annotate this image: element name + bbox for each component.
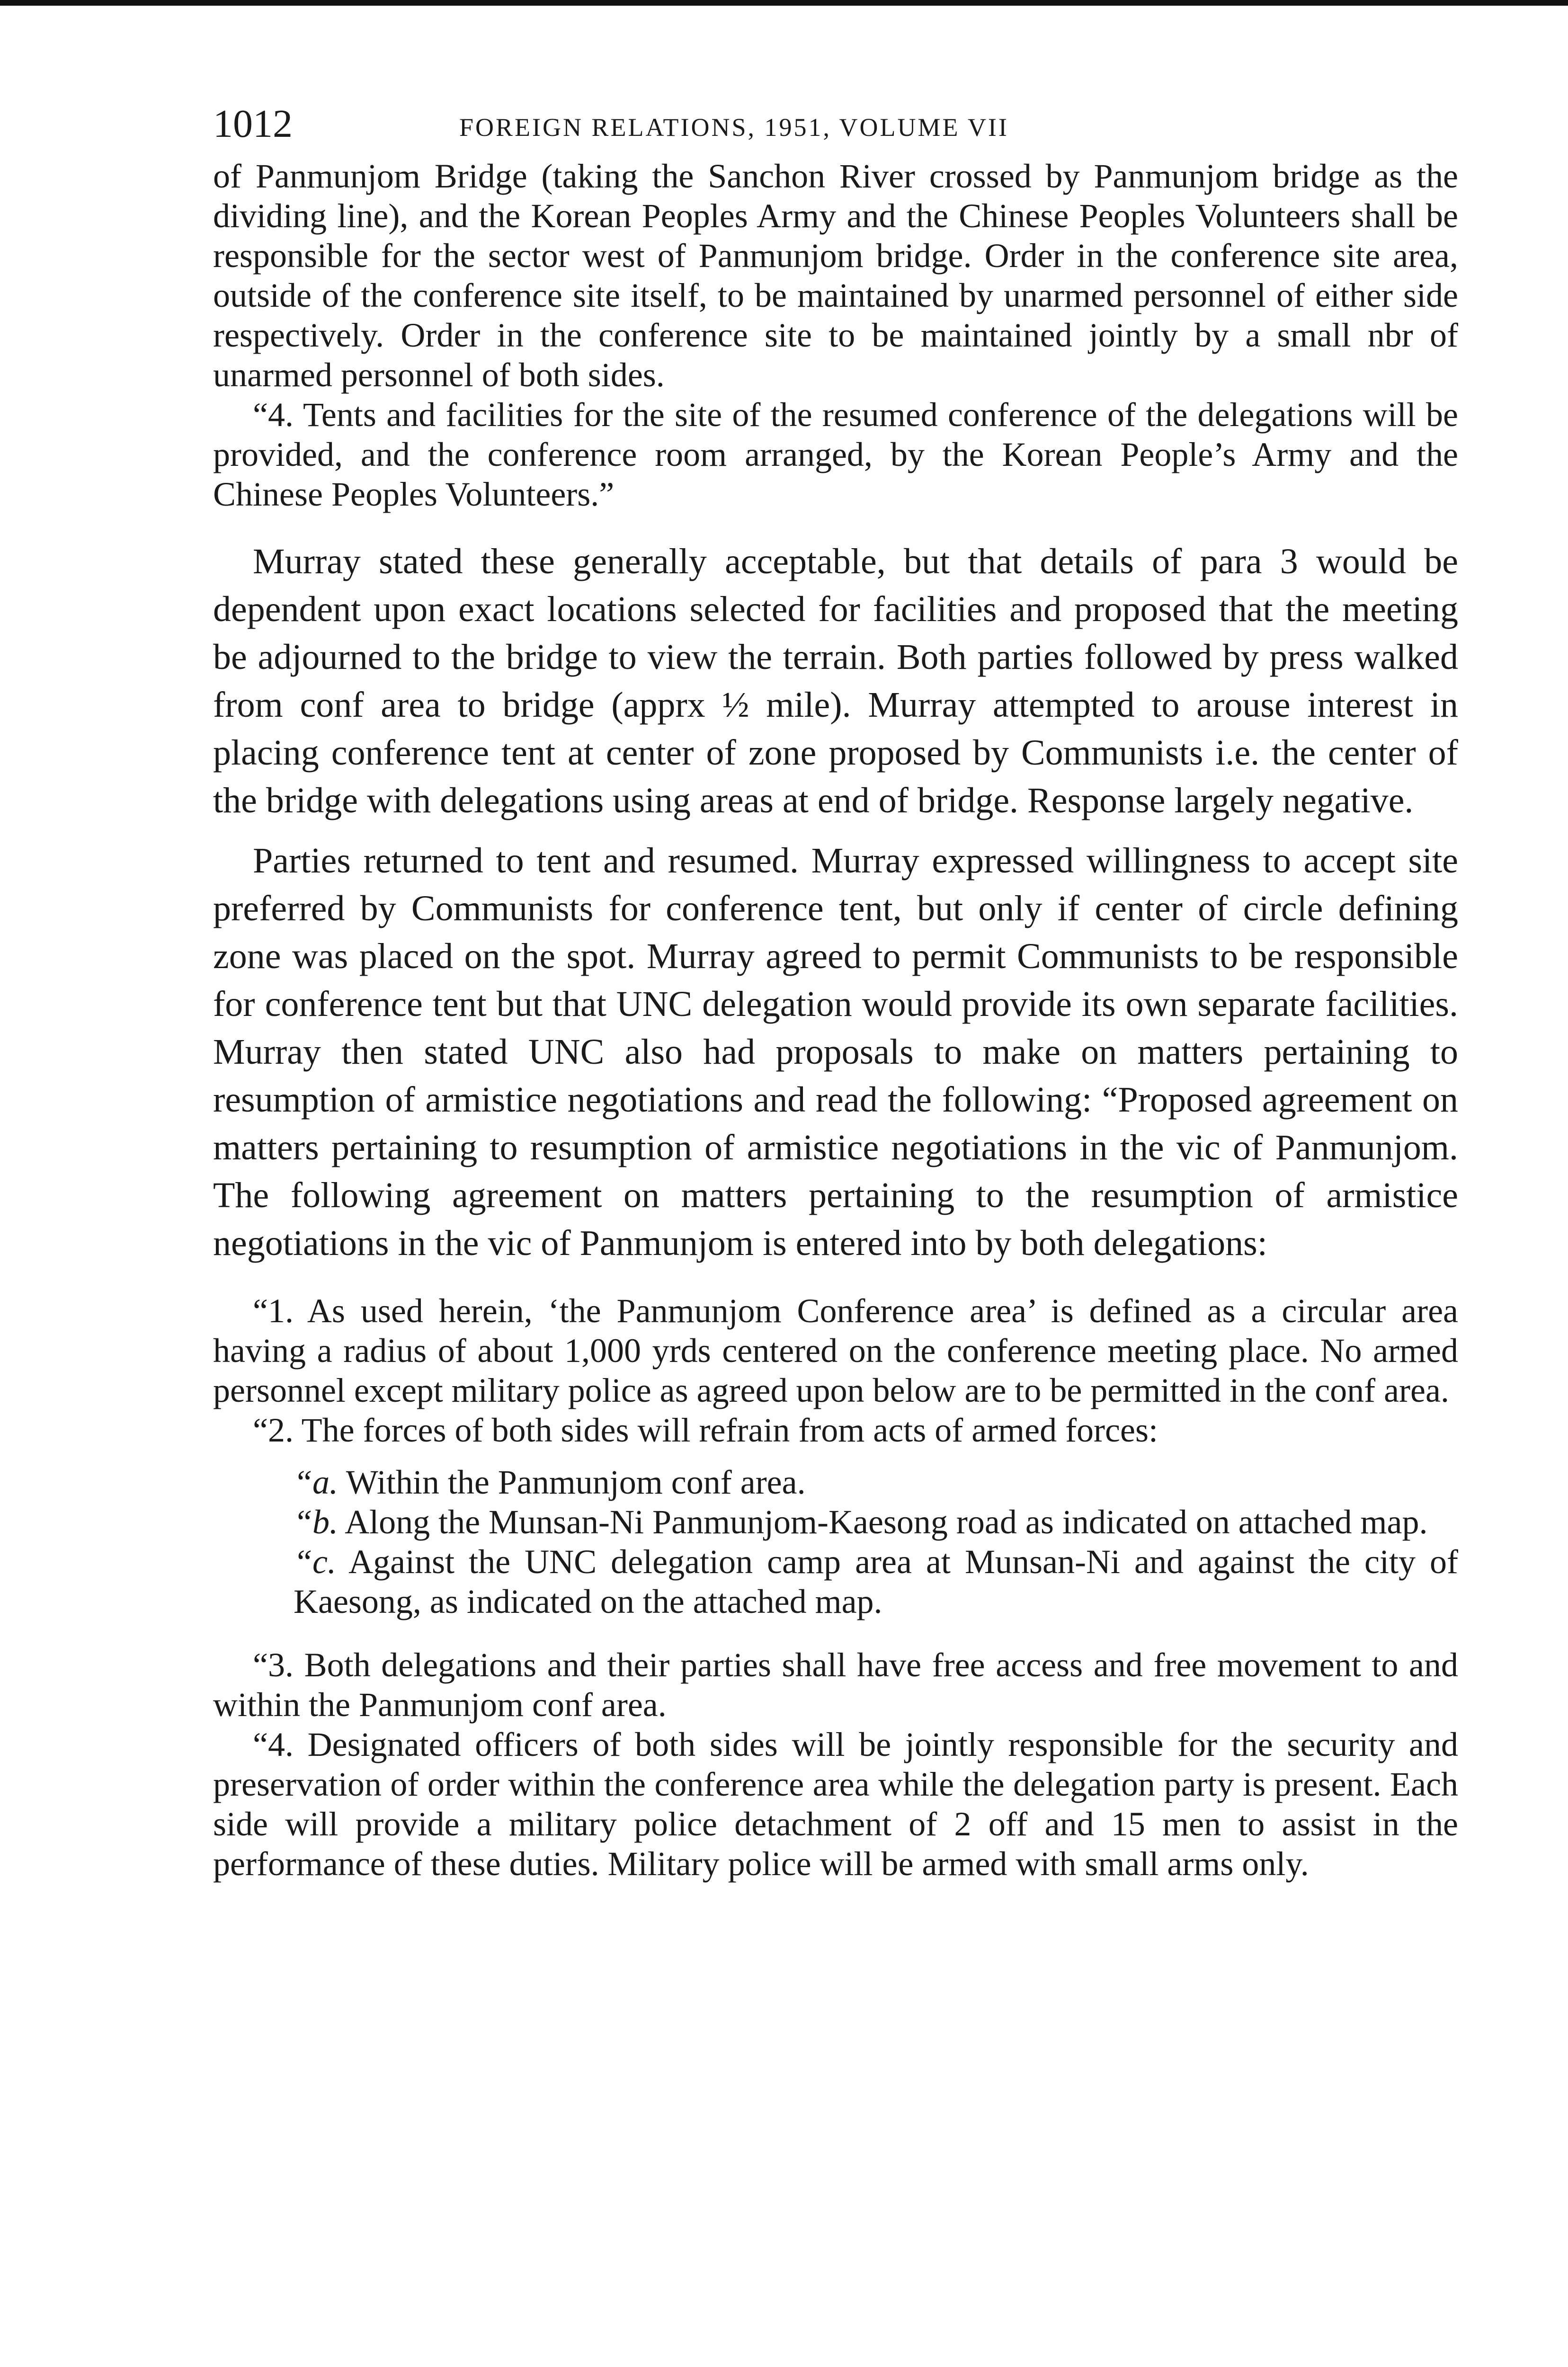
document-page (213, 95, 1458, 1884)
page-header (213, 95, 1458, 156)
subitem-lead: “b. (294, 1503, 339, 1541)
unc-proposed-agreement (213, 1291, 1458, 1884)
agreement-paragraph-1: “1. As used herein, ‘the Panmunjom Conference area’ is defined as a circular area having a radius of about 1,000 yrds centered on the conference meeting place. No armed personnel except military police as agreed upon below are to be permitted in the conf area. (213, 1292, 1458, 1409)
narrative-body (213, 538, 1458, 1267)
subitem-text: Along the Munsan-Ni Panmunjom-Kaesong road as indicated on attached map. (338, 1503, 1428, 1541)
agreement-subitem-c (294, 1542, 1458, 1621)
body-paragraph-2: Parties returned to tent and resumed. Murray expressed willingness to accept site preferred by Communists for conference tent, but only if center of circle defining zone was placed on the spot. Murray agreed to permit Communists to be responsible for conference tent but that UNC delegation would provide its own separate facilities. Murray then stated UNC also had proposals to make on matters pertaining to resumption of armistice negotiations and read the following: “Proposed agreement on matters pertaining to resumption of armistice negotiations in the vic of Panmunjom. The following agreement on matters pertaining to the resumption of armistice negotiations in the vic of Panmunjom is entered into by both delegations: (213, 841, 1458, 1263)
running-head: FOREIGN RELATIONS, 1951, VOLUME VII (459, 113, 1009, 142)
subitem-text: Within the Panmunjom conf area. (338, 1463, 806, 1501)
agreement-subitem-b (294, 1502, 1458, 1542)
page-number: 1012 (213, 102, 293, 146)
quote1-paragraph-4: “4. Tents and facilities for the site of the resumed conference of the delegations will be provided, and the conference room arranged, by the Korean People’s Army and the Chinese Peoples Volunteers.” (213, 396, 1458, 513)
agreement-paragraph-4: “4. Designated officers of both sides will be jointly responsible for the security and preservation of order within the conference area while the delegation party is present. Each side will provide a military police detachment of 2 off and 15 men to assist in the performance of these duties. Military police will be armed with small arms only. (213, 1726, 1458, 1883)
agreement-paragraph-2: “2. The forces of both sides will refrain from acts of armed forces: (253, 1411, 1158, 1449)
quoted-proposal-continued (213, 156, 1458, 514)
agreement-subitem-a (294, 1462, 1458, 1502)
subitem-lead: “c. (294, 1543, 336, 1581)
page-top-border (0, 0, 1568, 6)
subitem-text: Against the UNC delegation camp area at Munsan-Ni and against the city of Kaesong, as indicated on the attached map. (294, 1543, 1458, 1620)
subitem-lead: “a. (294, 1463, 339, 1501)
quote1-paragraph-3: of Panmunjom Bridge (taking the Sanchon River crossed by Panmunjom bridge as the dividing line), and the Korean Peoples Army and the Chinese Peoples Volunteers shall be responsible for the sector west of Panmunjom bridge. Order in the conference site area, outside of the conference site itself, to be maintained by unarmed personnel of either side respectively. Order in the conference site to be maintained jointly by a small nbr of unarmed personnel of both sides. (213, 157, 1458, 394)
body-paragraph-1: Murray stated these generally acceptable, but that details of para 3 would be dependent upon exact locations selected for facilities and proposed that the meeting be adjourned to the bridge to view the terrain. Both parties followed by press walked from conf area to bridge (apprx ½ mile). Murray attempted to arouse interest in placing conference tent at center of zone proposed by Communists i.e. the center of the bridge with delegations using areas at end of bridge. Response largely negative. (213, 542, 1458, 820)
agreement-paragraph-3: “3. Both delegations and their parties shall have free access and free movement to and within the Panmunjom conf area. (213, 1646, 1458, 1724)
